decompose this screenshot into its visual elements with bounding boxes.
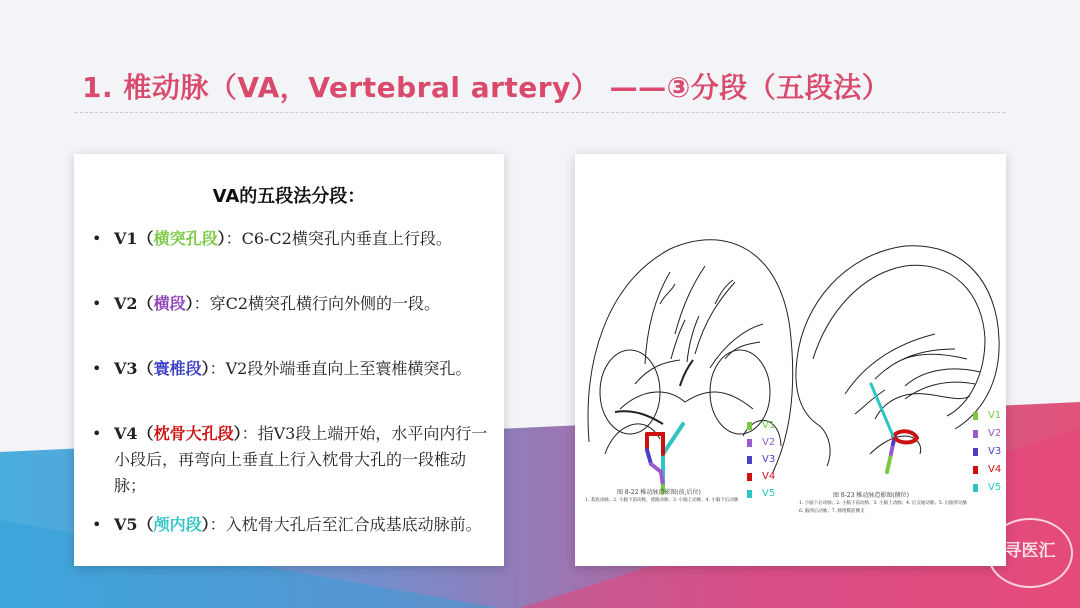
segment-v5 — [92, 512, 492, 538]
segments-card — [74, 154, 504, 566]
segment-code: V3 — [114, 359, 138, 378]
title-divider — [75, 112, 1005, 113]
legend-swatch — [747, 422, 752, 430]
frontal-legend — [747, 420, 787, 500]
segment-paren-close: ） — [201, 359, 210, 378]
angiography-card — [575, 154, 1006, 566]
legend-label: V2 — [988, 428, 1002, 439]
segment-paren-close: ） — [217, 229, 226, 248]
segment-term: 横突孔段 — [153, 229, 218, 248]
legend-swatch — [747, 490, 752, 498]
bullet-icon: • — [92, 515, 102, 534]
segment-v2 — [92, 291, 492, 317]
segment-code: V4 — [114, 424, 138, 443]
legend-swatch — [973, 430, 978, 438]
watermark-text: 寻医汇 — [1004, 541, 1056, 561]
segment-description: ：穿C2横突孔横行向外侧的一段。 — [193, 294, 441, 313]
segment-paren-open: （ — [137, 294, 154, 313]
segment-paren-open: （ — [137, 424, 154, 443]
segment-description: ：入枕骨大孔后至汇合成基底动脉前。 — [209, 515, 482, 534]
segment-term: 枕骨大孔段 — [153, 424, 234, 443]
segment-term: 横段 — [153, 294, 186, 313]
segment-paren-open: （ — [137, 359, 154, 378]
segment-paren-open: （ — [137, 515, 154, 534]
bullet-icon: • — [92, 229, 102, 248]
lateral-figure-legend-text: 1. 小脑下后动脉；2. 小脑下前动脉；3. 小脑上动脉；4. 后交通动脉；5. 后脑穿动脉 — [799, 501, 968, 506]
legend-label: V5 — [762, 488, 776, 499]
legend-label: V5 — [988, 482, 1002, 493]
segment-code: V5 — [114, 515, 138, 534]
legend-label: V3 — [762, 454, 776, 465]
legend-label: V3 — [988, 446, 1002, 457]
legend-label: V1 — [988, 410, 1002, 421]
segment-term: 寰椎段 — [153, 359, 202, 378]
frontal-figure-caption: 图 8-22 椎动脉造影图(前,后位) — [617, 489, 701, 496]
segment-v3 — [92, 356, 492, 382]
legend-label: V4 — [762, 471, 776, 482]
segment-paren-close: ） — [201, 515, 210, 534]
legend-swatch — [973, 466, 978, 474]
segment-v1 — [92, 226, 492, 252]
segments-heading: VA的五段法分段： — [212, 186, 366, 207]
bullet-icon: • — [92, 424, 102, 443]
lateral-legend — [973, 410, 1003, 500]
segment-code: V1 — [114, 229, 138, 248]
bullet-icon: • — [92, 359, 102, 378]
legend-swatch — [973, 448, 978, 456]
watermark-logo — [987, 518, 1073, 588]
segment-code: V2 — [114, 294, 138, 313]
page-title: 1. 椎动脉（VA，Vertebral artery） ——③分段（五段法） — [82, 71, 891, 104]
segment-paren-close: ） — [185, 294, 194, 313]
legend-label: V1 — [762, 420, 776, 431]
legend-label: V2 — [762, 437, 776, 448]
bullet-icon: • — [92, 294, 102, 313]
segment-paren-open: （ — [137, 229, 154, 248]
legend-swatch — [973, 484, 978, 492]
lateral-figure-legend-text-2: 6. 脑颅后动脉；7. 脉络膜前侧支 — [799, 509, 865, 514]
frontal-figure-legend-text: 1. 基底动脉；2. 小脑下前动脉，迷路动脉；3. 小脑上动脉；4. 小脑下后动脉 — [585, 498, 739, 503]
legend-swatch — [973, 412, 978, 420]
segment-description: ：V2段外端垂直向上至寰椎横突孔。 — [209, 359, 472, 378]
segment-paren-close: ） — [233, 424, 242, 443]
segment-description: ：C6-C2横突孔内垂直上行段。 — [225, 229, 452, 248]
legend-swatch — [747, 473, 752, 481]
segment-term: 颅内段 — [153, 515, 202, 534]
segment-v4 — [92, 421, 492, 499]
legend-label: V4 — [988, 464, 1002, 475]
legend-swatch — [747, 439, 752, 447]
segment-description: ：指V3段上端开始，水平向内行一小段后，再弯向上垂直上行入枕骨大孔的一段椎动脉； — [114, 424, 488, 495]
lateral-figure-caption: 图 8-23 椎动脉造影图(侧位) — [833, 492, 909, 499]
legend-swatch — [747, 456, 752, 464]
